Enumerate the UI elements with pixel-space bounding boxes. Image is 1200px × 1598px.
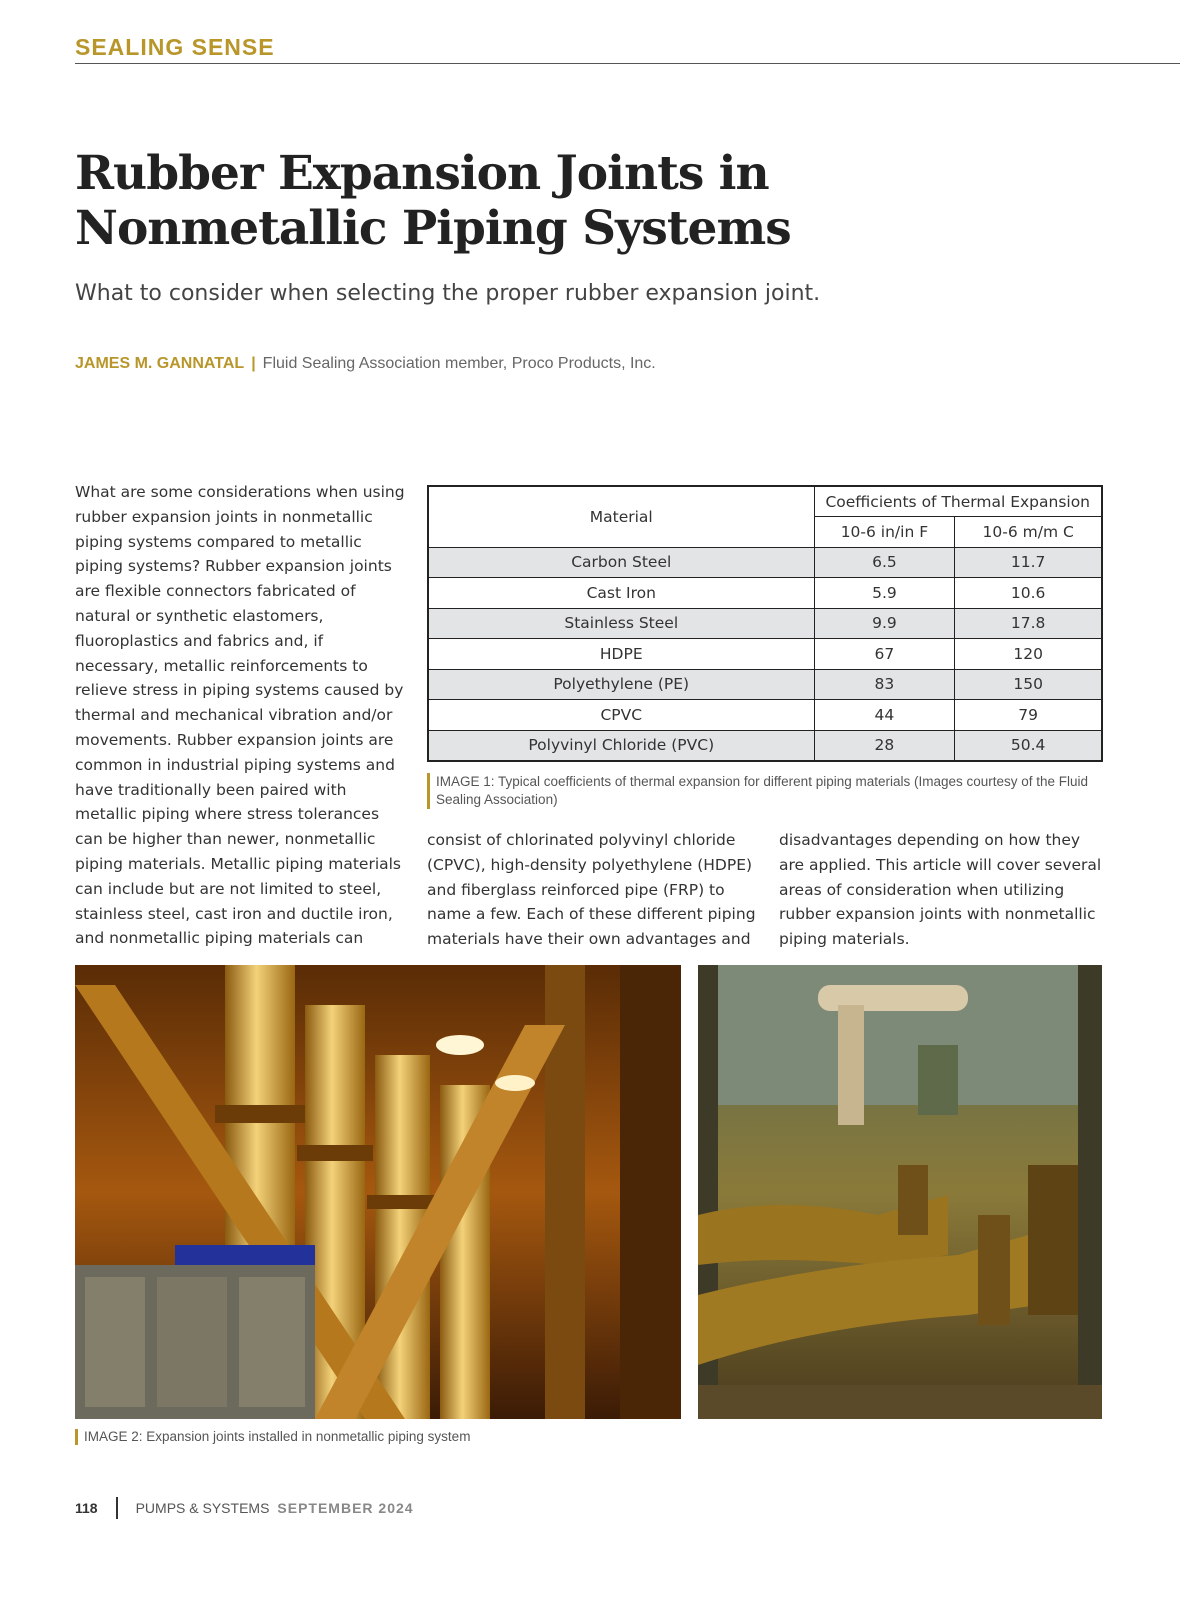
table-row [428, 578, 1102, 609]
table-row [428, 669, 1102, 700]
material-header: Material [428, 486, 814, 547]
table-row [428, 730, 1102, 761]
author-affiliation: Fluid Sealing Association member, Proco Products, Inc. [262, 355, 656, 372]
cte-group-header: Coefficients of Thermal Expansion [814, 486, 1102, 517]
value-c-cell: 79 [955, 700, 1102, 731]
page-number: 118 [75, 1500, 98, 1516]
magazine-name: PUMPS & SYSTEMS [135, 1500, 270, 1516]
material-cell: HDPE [428, 639, 814, 670]
table-row [428, 639, 1102, 670]
body-column-3: disadvantages depending on how they are applied. This article will cover several areas of consideration when utilizing rubber expansion joints with nonmetallic piping materials. [779, 831, 1102, 949]
article-deck: What to consider when selecting the proper rubber expansion joint. [75, 281, 821, 306]
author-name: JAMES M. GANNATAL [75, 355, 245, 372]
body-column-2: consist of chlorinated polyvinyl chloride (CPVC), high-density polyethylene (HDPE) and fiberglass reinforced pipe (FRP) to name a few. Each of these different piping materials have their own advantages and [427, 831, 756, 949]
issue-date: SEPTEMBER 2024 [277, 1500, 414, 1516]
section-label: SEALING SENSE [75, 34, 275, 60]
value-f-cell: 28 [814, 730, 955, 761]
byline-separator: | [251, 355, 256, 372]
unit-c-header: 10-6 m/m C [955, 517, 1102, 548]
table-row [428, 547, 1102, 578]
header-rule [75, 63, 1180, 64]
body-column-1: What are some considerations when using rubber expansion joints in nonmetallic piping systems compared to metallic piping systems? Rubber expansion joints are flexible connectors fabricated of natural or synthetic elastomers, fluoroplastics and fabrics and, if necessary, metallic reinforcements to relieve stress in piping systems caused by thermal and mechanical vibration and/or movements. Rubber expansion joints are common in industrial piping systems and have traditionally been paired with metallic piping where stress tolerances can be higher than newer, nonmetallic piping materials. Metallic piping materials can include but are not limited to steel, stainless steel, cast iron and ductile iron, and nonmetallic piping materials can [75, 483, 405, 948]
page-footer [75, 1496, 414, 1520]
footer-divider [116, 1497, 118, 1519]
table-row [428, 700, 1102, 731]
unit-f-header: 10-6 in/in F [814, 517, 955, 548]
value-f-cell: 67 [814, 639, 955, 670]
table-header-row [428, 486, 1102, 517]
material-cell: Stainless Steel [428, 608, 814, 639]
material-cell: Cast Iron [428, 578, 814, 609]
expansion-joints-photo-left [75, 965, 681, 1419]
value-c-cell: 150 [955, 669, 1102, 700]
material-cell: Carbon Steel [428, 547, 814, 578]
expansion-joints-photo-right [698, 965, 1102, 1419]
value-f-cell: 44 [814, 700, 955, 731]
thermal-expansion-table [427, 485, 1103, 762]
value-c-cell: 17.8 [955, 608, 1102, 639]
material-cell: Polyethylene (PE) [428, 669, 814, 700]
value-c-cell: 10.6 [955, 578, 1102, 609]
material-cell: CPVC [428, 700, 814, 731]
image-1-caption: IMAGE 1: Typical coefficients of thermal expansion for different piping materials (Images courtesy of the Fluid Sealing Association) [427, 773, 1107, 809]
value-c-cell: 11.7 [955, 547, 1102, 578]
byline [75, 355, 656, 373]
article-title: Rubber Expansion Joints in Nonmetallic Piping Systems [75, 146, 791, 256]
value-f-cell: 83 [814, 669, 955, 700]
value-f-cell: 5.9 [814, 578, 955, 609]
value-f-cell: 9.9 [814, 608, 955, 639]
table-row [428, 608, 1102, 639]
value-f-cell: 6.5 [814, 547, 955, 578]
image-2-caption: IMAGE 2: Expansion joints installed in nonmetallic piping system [75, 1429, 675, 1445]
value-c-cell: 120 [955, 639, 1102, 670]
value-c-cell: 50.4 [955, 730, 1102, 761]
material-cell: Polyvinyl Chloride (PVC) [428, 730, 814, 761]
